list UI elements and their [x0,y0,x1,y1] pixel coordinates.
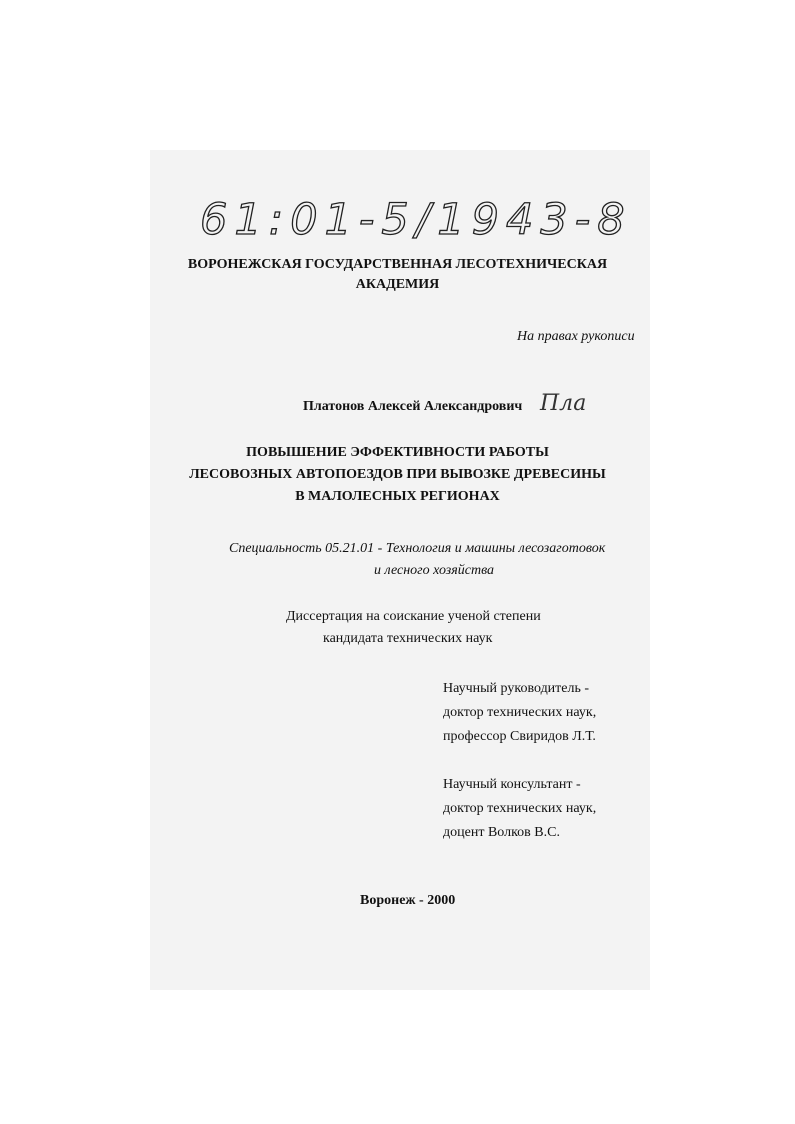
supervisor-line-1: Научный руководитель - [443,681,590,696]
consultant-line-1: Научный консультант - [443,777,581,792]
institution-line-2: АКАДЕМИЯ [355,277,440,292]
supervisor-line-3: профессор Свиридов Л.Т. [443,729,596,744]
dissertation-line-1: Диссертация на соискание ученой степени [286,609,541,624]
supervisor-line-2: доктор технических наук, [443,705,597,720]
author-signature [536,378,596,422]
city-year: Воронеж - 2000 [360,893,456,908]
institution-line-1: ВОРОНЕЖСКАЯ ГОСУДАРСТВЕННАЯ ЛЕСОТЕХНИЧЕСКАЯ [187,257,608,272]
title-line-3: В МАЛОЛЕСНЫХ РЕГИОНАХ [295,489,500,504]
specialty-line-1: Специальность 05.21.01 - Технология и машины лесозаготовок [229,541,606,556]
title-line-1: ПОВЫШЕНИЕ ЭФФЕКТИВНОСТИ РАБОТЫ [246,445,549,460]
catalog-number [196,186,632,248]
signature-drawing [536,378,596,422]
dissertation-line-2: кандидата технических наук [323,631,493,646]
title-line-2: ЛЕСОВОЗНЫХ АВТОПОЕЗДОВ ПРИ ВЫВОЗКЕ ДРЕВЕСИНЫ [189,467,606,482]
catalog-number-text: 61:01-5/1943-8 [200,195,632,245]
specialty-line-2: и лесного хозяйства [374,563,495,578]
consultant-line-2: доктор технических наук, [443,801,597,816]
rights-note: На правах рукописи [517,329,635,344]
catalog-number-drawing [196,186,632,248]
signature-text: Пла [540,391,587,416]
consultant-line-3: доцент Волков В.С. [443,825,560,840]
author-name: Платонов Алексей Александрович [303,399,523,414]
